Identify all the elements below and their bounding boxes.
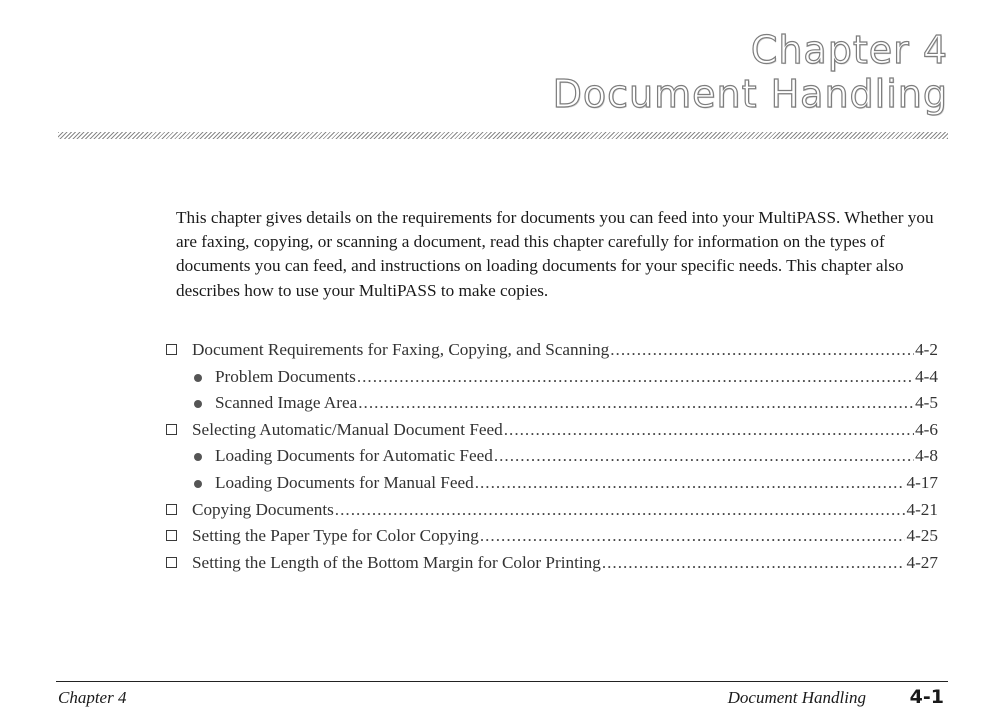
- toc-entry: [166, 526, 938, 553]
- checkbox-bullet-icon: [166, 344, 177, 355]
- dot-leader: [602, 553, 906, 573]
- dot-leader: [610, 340, 914, 360]
- toc-entry-label: Setting the Paper Type for Color Copying: [192, 526, 479, 546]
- toc-entry-label: Loading Documents for Automatic Feed: [215, 446, 493, 466]
- toc-entry-label: Problem Documents: [215, 366, 356, 386]
- toc-entry: [166, 420, 938, 447]
- toc-entry-page: 4-17: [906, 472, 938, 492]
- toc-entry-page: 4-25: [906, 526, 938, 546]
- toc-subentry: [166, 367, 938, 394]
- toc-subentry: [166, 446, 938, 473]
- toc-entry-label: Document Requirements for Faxing, Copying, and Scanning: [192, 340, 610, 359]
- intro-paragraph: This chapter gives details on the requirements for documents you can feed into your MultiPASS. Whether you are faxing, copying, or scanning a document, read this chapter carefully for information on the types of documents you can feed, and instructions on loading documents for your specific needs. This chapter also describes how to use your MultiPASS to make copies.: [176, 208, 934, 300]
- checkbox-bullet-icon: [166, 504, 177, 515]
- footer-chapter: Chapter 4: [58, 688, 127, 707]
- footer-divider: [56, 681, 948, 682]
- toc-entry-page: 4-2: [915, 340, 938, 359]
- checkbox-bullet-icon: [166, 424, 177, 435]
- toc-entry-label: Loading Documents for Manual Feed: [215, 472, 474, 492]
- chapter-header: [553, 28, 948, 116]
- checkbox-bullet-icon: [166, 557, 177, 568]
- chapter-title: Document Handling: [552, 72, 948, 116]
- toc-entry: [166, 340, 938, 367]
- dot-bullet-icon: [194, 453, 202, 461]
- toc-entry: [166, 500, 938, 527]
- checkbox-bullet-icon: [166, 530, 177, 541]
- toc-entry-page: 4-21: [906, 499, 938, 519]
- dot-leader: [504, 420, 914, 440]
- dot-leader: [494, 446, 914, 466]
- dot-bullet-icon: [194, 480, 202, 488]
- toc-entry-page: 4-27: [906, 552, 938, 572]
- toc-entry-label: Scanned Image Area: [215, 393, 358, 413]
- toc-entry-label: Setting the Length of the Bottom Margin for Color Printing: [192, 552, 601, 572]
- toc-entry-page: 4-8: [915, 446, 938, 466]
- chapter-contents-list: [166, 340, 938, 579]
- toc-entry-page: 4-5: [915, 393, 938, 413]
- dot-bullet-icon: [194, 400, 202, 408]
- toc-subentry: [166, 393, 938, 420]
- dot-leader: [335, 500, 906, 520]
- dot-leader: [357, 367, 914, 387]
- footer-title: Document Handling: [727, 688, 866, 707]
- dot-leader: [358, 393, 914, 413]
- toc-subentry: [166, 473, 938, 500]
- page-number: 4-1: [909, 686, 944, 708]
- dot-leader: [475, 473, 906, 493]
- toc-entry-page: 4-4: [915, 366, 938, 386]
- toc-entry-label: Copying Documents: [192, 499, 334, 519]
- toc-entry: [166, 553, 938, 580]
- dot-leader: [480, 526, 906, 546]
- header-divider: [58, 132, 948, 139]
- chapter-number: Chapter 4: [750, 28, 948, 72]
- toc-entry-label: Selecting Automatic/Manual Document Feed: [192, 419, 503, 439]
- toc-entry-page: 4-6: [915, 419, 938, 439]
- dot-bullet-icon: [194, 374, 202, 382]
